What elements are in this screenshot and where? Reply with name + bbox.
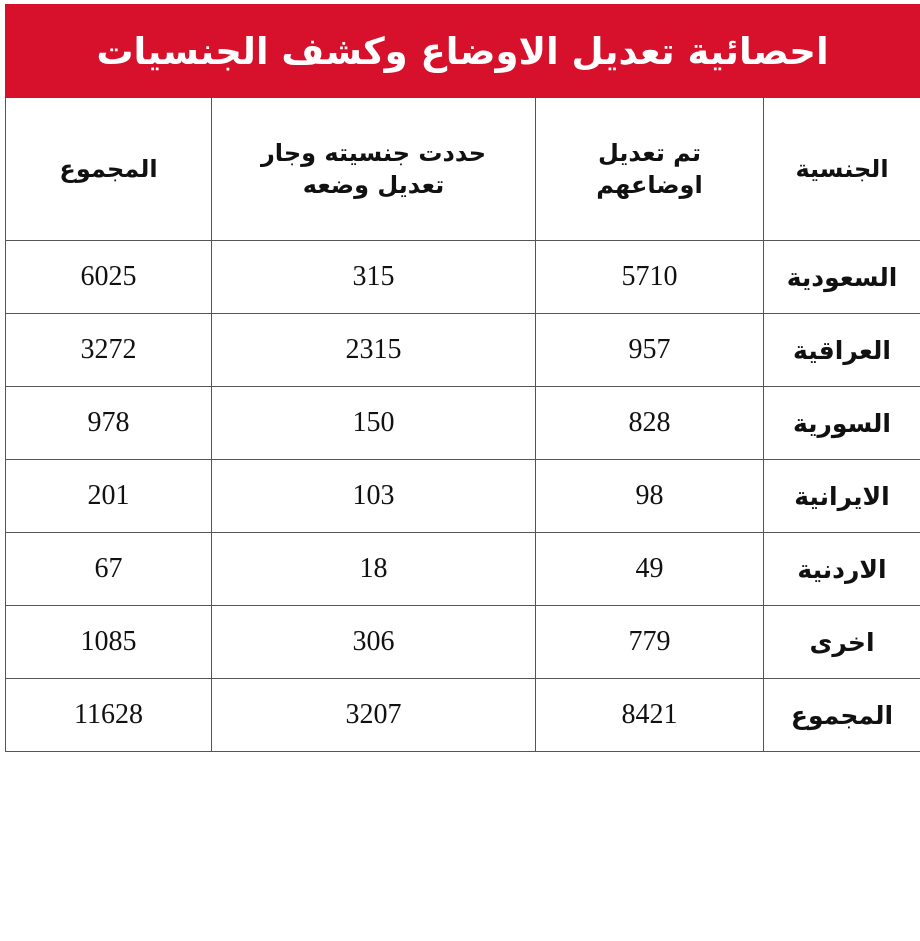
- header-adjusted: تم تعديل اوضاعهم: [536, 98, 764, 241]
- nationality-statistics-table: [5, 98, 920, 752]
- cell-nationality: المجموع: [764, 679, 920, 752]
- cell-adjusted: 98: [536, 460, 764, 533]
- cell-adjusted: 8421: [536, 679, 764, 752]
- table-title: احصائية تعديل الاوضاع وكشف الجنسيات: [96, 29, 829, 73]
- cell-nationality: العراقية: [764, 314, 920, 387]
- cell-determined: 306: [212, 606, 536, 679]
- cell-total: 67: [6, 533, 212, 606]
- table-row: [6, 606, 920, 679]
- table-row: [6, 241, 920, 314]
- table-row: [6, 460, 920, 533]
- table-row: [6, 314, 920, 387]
- cell-total: 3272: [6, 314, 212, 387]
- cell-determined: 3207: [212, 679, 536, 752]
- cell-adjusted: 49: [536, 533, 764, 606]
- header-total: المجموع: [6, 98, 212, 241]
- cell-determined: 2315: [212, 314, 536, 387]
- cell-determined: 315: [212, 241, 536, 314]
- header-nationality: الجنسية: [764, 98, 920, 241]
- cell-total: 11628: [6, 679, 212, 752]
- cell-adjusted: 828: [536, 387, 764, 460]
- cell-nationality: الايرانية: [764, 460, 920, 533]
- cell-adjusted: 779: [536, 606, 764, 679]
- statistics-table-frame: [5, 4, 920, 750]
- cell-total: 978: [6, 387, 212, 460]
- title-bar: [5, 4, 920, 98]
- cell-total: 6025: [6, 241, 212, 314]
- header-determined: حددت جنسيته وجار تعديل وضعه: [212, 98, 536, 241]
- table-row: [6, 387, 920, 460]
- cell-determined: 18: [212, 533, 536, 606]
- cell-determined: 150: [212, 387, 536, 460]
- cell-nationality: السورية: [764, 387, 920, 460]
- cell-total: 201: [6, 460, 212, 533]
- cell-nationality: السعودية: [764, 241, 920, 314]
- cell-total: 1085: [6, 606, 212, 679]
- cell-adjusted: 957: [536, 314, 764, 387]
- cell-determined: 103: [212, 460, 536, 533]
- table-row-total: [6, 679, 920, 752]
- cell-adjusted: 5710: [536, 241, 764, 314]
- header-row: [6, 98, 920, 241]
- cell-nationality: اخرى: [764, 606, 920, 679]
- table-row: [6, 533, 920, 606]
- cell-nationality: الاردنية: [764, 533, 920, 606]
